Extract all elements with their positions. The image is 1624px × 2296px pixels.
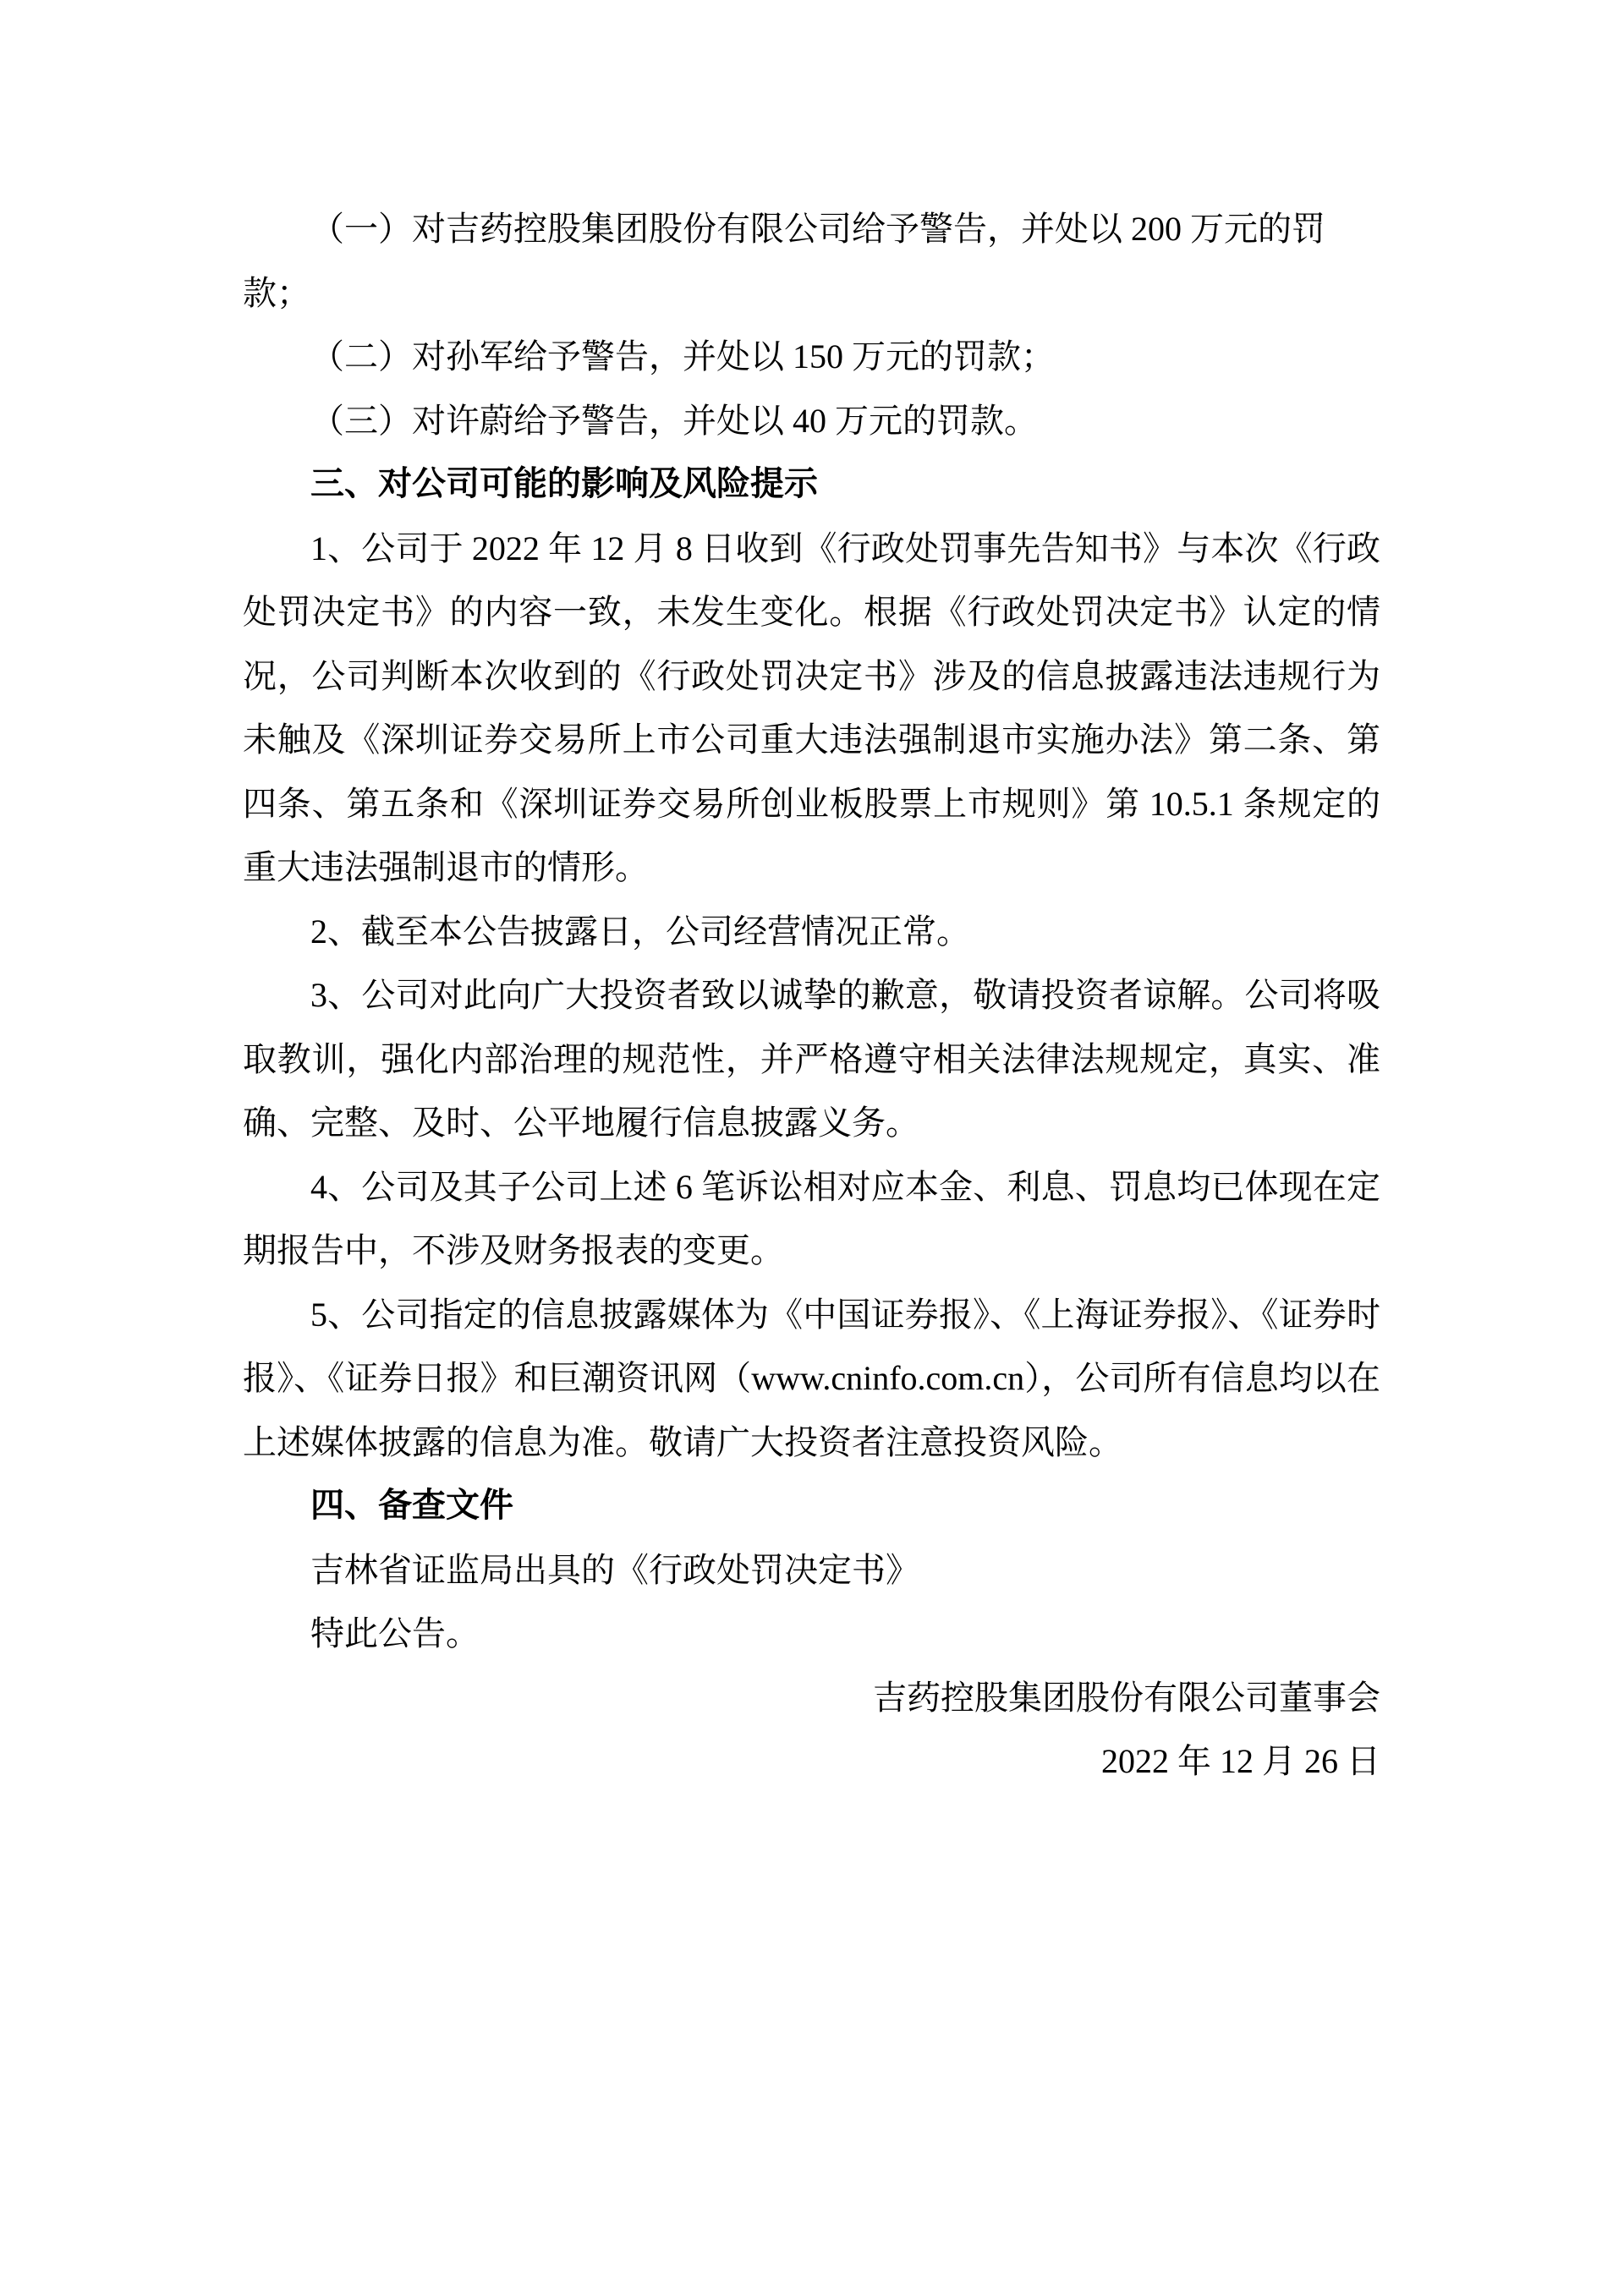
impact-paragraph-4: 4、公司及其子公司上述 6 笔诉讼相对应本金、利息、罚息均已体现在定期报告中，不涉及财务报表的变更。 bbox=[243, 1167, 1380, 1269]
impact-paragraph-3: 3、公司对此向广大投资者致以诚挚的歉意，敬请投资者谅解。公司将吸取教训，强化内部治理的规范性，并严格遵守相关法律法规规定，真实、准确、完整、及时、公平地履行信息披露义务。 bbox=[243, 976, 1380, 1142]
impact-paragraph-5: 5、公司指定的信息披露媒体为《中国证券报》、《上海证券报》、《证券时报》、《证券日报》和巨潮资讯网（www.cninfo.com.cn），公司所有信息均以在上述媒体披露的信息为准。敬请广大投资者注意投资风险。 bbox=[243, 1295, 1380, 1461]
penalty-item-xuwei: （三）对许蔚给予警告，并处以 40 万元的罚款。 bbox=[310, 401, 1038, 440]
penalty-item-company: （一）对吉药控股集团股份有限公司给予警告，并处以 200 万元的罚款； bbox=[243, 210, 1325, 312]
section-heading-impact-risk: 三、对公司可能的影响及风险提示 bbox=[310, 465, 818, 502]
signature-date: 2022 年 12 月 26 日 bbox=[1101, 1742, 1380, 1780]
reference-document-item: 吉林省证监局出具的《行政处罚决定书》 bbox=[310, 1550, 919, 1589]
closing-statement: 特此公告。 bbox=[310, 1614, 480, 1652]
impact-paragraph-2: 2、截至本公告披露日，公司经营情况正常。 bbox=[310, 912, 970, 951]
signature-board: 吉药控股集团股份有限公司董事会 bbox=[873, 1678, 1380, 1717]
impact-paragraph-1: 1、公司于 2022 年 12 月 8 日收到《行政处罚事先告知书》与本次《行政处罚决定书》的内容一致，未发生变化。根据《行政处罚决定书》认定的情况，公司判断本次收到的《行政处罚决定书》涉及的信息披露违法违规行为未触及《深圳证券交易所上市公司重大违法强制退市实施办法》第二条、第四条、第五条和《深圳证券交易所创业板股票上市规则》第 10.5.1 条规定的重大违法强制退市的情形。 bbox=[243, 529, 1380, 886]
section-heading-reference-documents: 四、备查文件 bbox=[310, 1487, 513, 1524]
penalty-item-sunjun: （二）对孙军给予警告，并处以 150 万元的罚款； bbox=[310, 337, 1055, 375]
